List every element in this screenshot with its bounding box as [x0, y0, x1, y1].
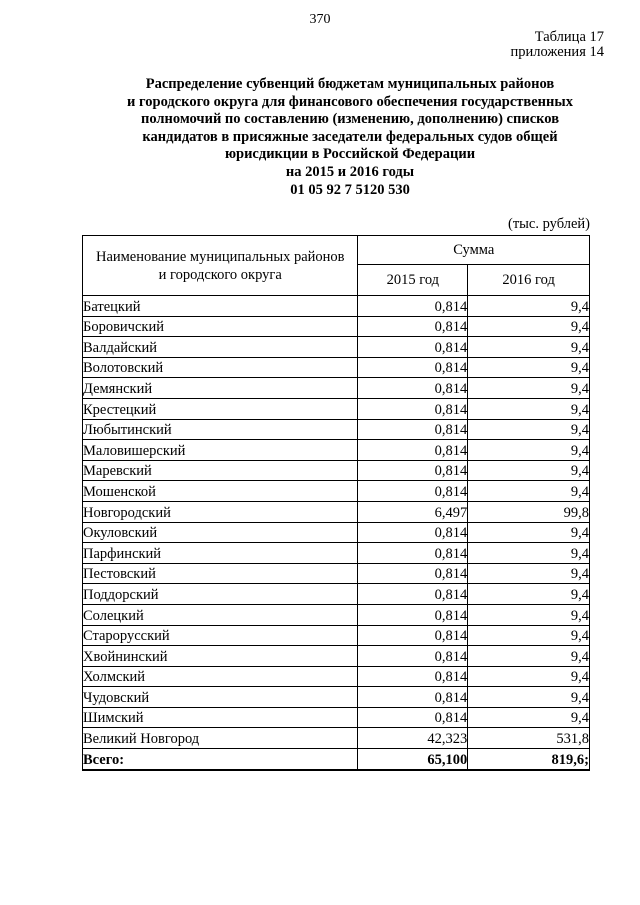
row-value-2015: 42,323 — [358, 728, 468, 749]
table-reference — [511, 30, 604, 60]
row-value-2015: 0,814 — [358, 378, 468, 399]
row-value-2016: 9,4 — [468, 440, 590, 461]
table-row — [83, 666, 590, 687]
row-value-2015: 6,497 — [358, 501, 468, 522]
row-value-2016: 9,4 — [468, 419, 590, 440]
row-value-2015: 0,814 — [358, 563, 468, 584]
row-value-2015: 0,814 — [358, 604, 468, 625]
total-label: Всего: — [83, 749, 358, 770]
row-value-2016: 9,4 — [468, 687, 590, 708]
row-value-2016: 9,4 — [468, 522, 590, 543]
table-row — [83, 522, 590, 543]
row-name: Маловишерский — [83, 440, 358, 461]
row-name: Батецкий — [83, 296, 358, 317]
row-value-2016: 9,4 — [468, 316, 590, 337]
row-value-2015: 0,814 — [358, 707, 468, 728]
row-value-2016: 9,4 — [468, 543, 590, 564]
total-row — [83, 749, 590, 770]
row-name: Валдайский — [83, 337, 358, 358]
table-row — [83, 604, 590, 625]
table-row — [83, 563, 590, 584]
title-line: на 2015 и 2016 годы — [285, 163, 415, 180]
row-value-2015: 0,814 — [358, 337, 468, 358]
row-value-2016: 9,4 — [468, 398, 590, 419]
table-row — [83, 296, 590, 317]
row-value-2015: 0,814 — [358, 419, 468, 440]
table-row — [83, 481, 590, 502]
table-row — [83, 707, 590, 728]
table-row — [83, 398, 590, 419]
table-row — [83, 687, 590, 708]
column-header-name — [83, 236, 358, 296]
table-row — [83, 378, 590, 399]
row-value-2016: 9,4 — [468, 563, 590, 584]
row-name: Хвойнинский — [83, 646, 358, 667]
row-name: Старорусский — [83, 625, 358, 646]
table-ref-line1: Таблица 17 — [534, 29, 604, 45]
row-value-2016: 9,4 — [468, 378, 590, 399]
row-name: Пестовский — [83, 563, 358, 584]
title-line: юрисдикции в Российской Федерации — [224, 146, 476, 163]
row-name: Великий Новгород — [83, 728, 358, 749]
row-value-2016: 9,4 — [468, 707, 590, 728]
row-name: Холмский — [83, 666, 358, 687]
table-ref-line2: приложения 14 — [510, 44, 604, 60]
table-row — [83, 440, 590, 461]
row-value-2016: 99,8 — [468, 501, 590, 522]
row-value-2016: 9,4 — [468, 296, 590, 317]
column-header-2015: 2015 год — [358, 265, 468, 296]
row-name: Крестецкий — [83, 398, 358, 419]
title-line: и городского округа для финансового обеспечения государственных — [127, 93, 573, 110]
title-line: 01 05 92 7 5120 530 — [290, 181, 410, 198]
row-name: Окуловский — [83, 522, 358, 543]
title-line: кандидатов в присяжные заседатели федеральных судов общей — [142, 128, 558, 145]
row-value-2016: 9,4 — [468, 604, 590, 625]
table-row — [83, 316, 590, 337]
row-value-2016: 9,4 — [468, 460, 590, 481]
row-name: Шимский — [83, 707, 358, 728]
row-name: Новгородский — [83, 501, 358, 522]
table-row — [83, 646, 590, 667]
row-value-2015: 0,814 — [358, 666, 468, 687]
table-row — [83, 357, 590, 378]
row-value-2015: 0,814 — [358, 357, 468, 378]
row-value-2015: 0,814 — [358, 440, 468, 461]
row-value-2016: 531,8 — [468, 728, 590, 749]
row-value-2015: 0,814 — [358, 584, 468, 605]
total-2016: 819,6; — [468, 749, 590, 770]
row-value-2015: 0,814 — [358, 646, 468, 667]
table-row — [83, 501, 590, 522]
table-row — [83, 419, 590, 440]
table-row — [83, 543, 590, 564]
row-value-2016: 9,4 — [468, 666, 590, 687]
row-name: Боровичский — [83, 316, 358, 337]
row-name: Волотовский — [83, 357, 358, 378]
column-header-sum: Сумма — [358, 236, 590, 265]
row-name: Мошенской — [83, 481, 358, 502]
row-value-2016: 9,4 — [468, 584, 590, 605]
row-value-2015: 0,814 — [358, 687, 468, 708]
row-value-2015: 0,814 — [358, 398, 468, 419]
table-row — [83, 337, 590, 358]
column-header-2016: 2016 год — [468, 265, 590, 296]
row-name: Любытинский — [83, 419, 358, 440]
page-number: 370 — [309, 12, 331, 27]
table-row — [83, 460, 590, 481]
table-row — [83, 625, 590, 646]
units-label: (тыс. рублей) — [508, 216, 590, 232]
row-value-2016: 9,4 — [468, 337, 590, 358]
column-header-name-line2: и городского округа — [158, 266, 282, 283]
row-value-2016: 9,4 — [468, 357, 590, 378]
row-value-2015: 0,814 — [358, 481, 468, 502]
row-value-2015: 0,814 — [358, 316, 468, 337]
row-value-2015: 0,814 — [358, 460, 468, 481]
row-value-2016: 9,4 — [468, 481, 590, 502]
document-title — [90, 76, 610, 199]
row-value-2016: 9,4 — [468, 646, 590, 667]
title-line: полномочий по составлению (изменению, дополнению) списков — [140, 111, 560, 128]
table-row — [83, 584, 590, 605]
row-value-2015: 0,814 — [358, 296, 468, 317]
table-row — [83, 728, 590, 749]
column-header-name-line1: Наименование муниципальных районов — [95, 248, 345, 265]
table-body — [83, 296, 590, 770]
title-line: Распределение субвенций бюджетам муниципальных районов — [145, 76, 555, 92]
row-name: Поддорский — [83, 584, 358, 605]
subvention-table — [82, 235, 590, 771]
row-name: Демянский — [83, 378, 358, 399]
row-name: Парфинский — [83, 543, 358, 564]
row-name: Солецкий — [83, 604, 358, 625]
row-name: Маревский — [83, 460, 358, 481]
row-value-2016: 9,4 — [468, 625, 590, 646]
row-value-2015: 0,814 — [358, 543, 468, 564]
row-name: Чудовский — [83, 687, 358, 708]
total-2015: 65,100 — [358, 749, 468, 770]
row-value-2015: 0,814 — [358, 625, 468, 646]
row-value-2015: 0,814 — [358, 522, 468, 543]
